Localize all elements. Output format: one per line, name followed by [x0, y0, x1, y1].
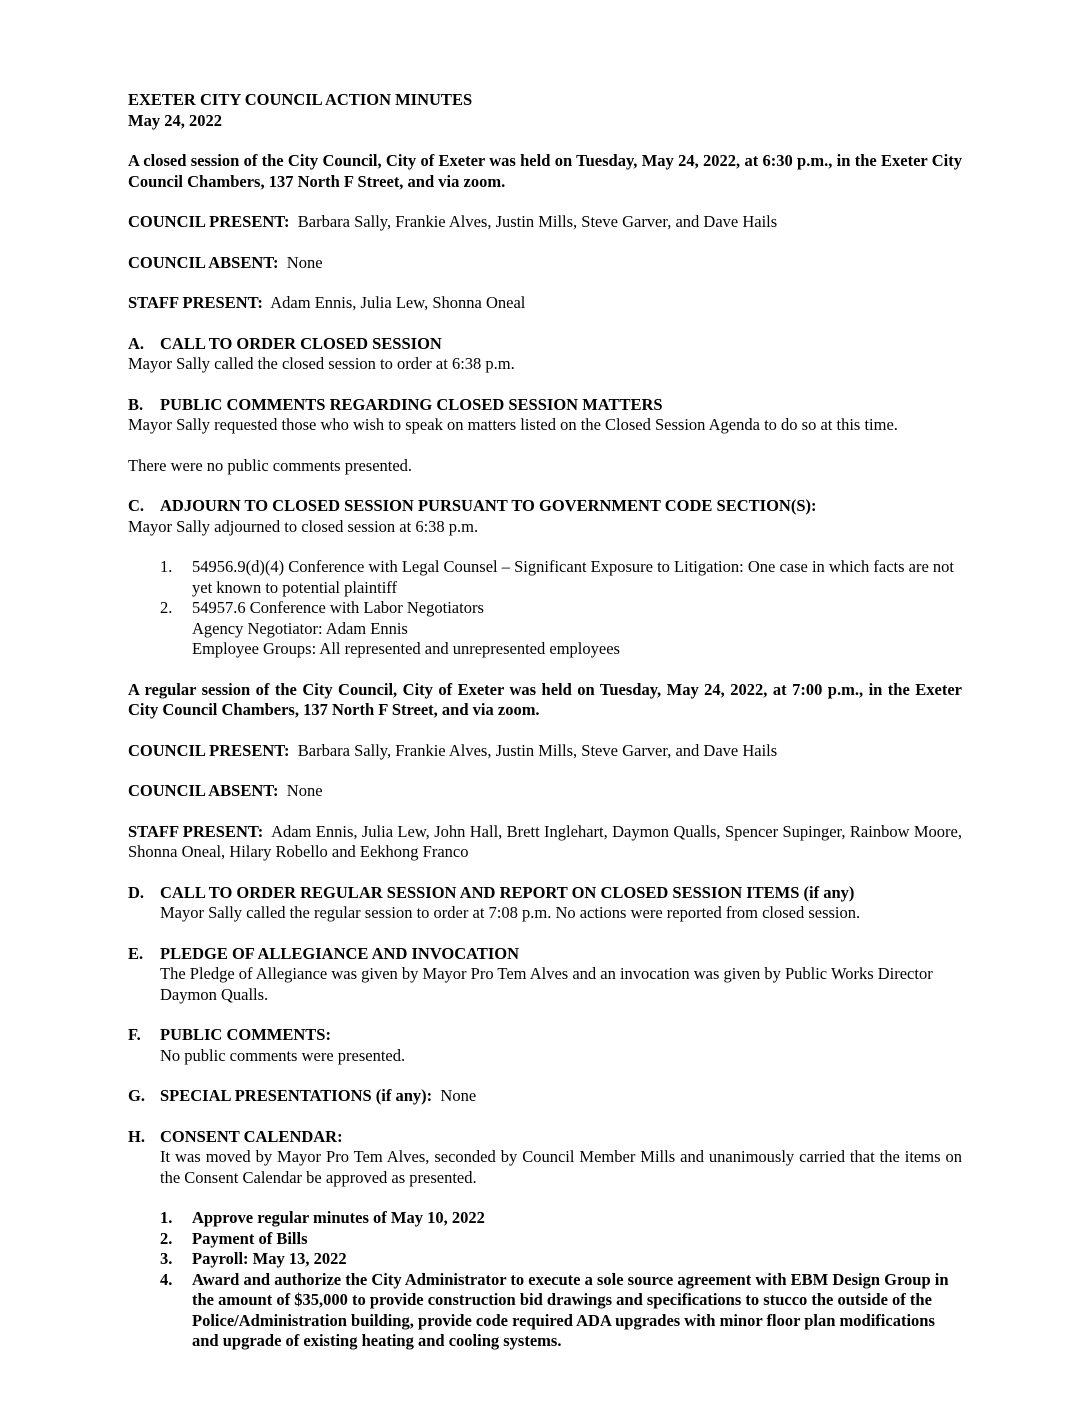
list-item: [128, 598, 962, 660]
list-item: [128, 1229, 962, 1250]
section-c-text: Mayor Sally adjourned to closed session at 6:38 p.m.: [128, 516, 479, 536]
item-number: 2.: [160, 1228, 173, 1248]
section-f-text: No public comments were presented.: [160, 1045, 406, 1065]
item-number: 1.: [160, 557, 173, 576]
council-absent-names: None: [286, 781, 323, 800]
section-f-heading: [128, 1025, 962, 1046]
section-h-heading: [128, 1127, 962, 1148]
council-absent-regular: [128, 781, 962, 802]
closed-session-intro: A closed session of the City Council, City of Exeter was held on Tuesday, May 24, 2022, at 6:30 p.m., in the Exeter City Council Chambers, 137 North F Street, and via zoom.: [128, 151, 962, 191]
section-title: PUBLIC COMMENTS:: [160, 1025, 331, 1044]
section-letter: B.: [128, 394, 144, 414]
section-letter: C.: [128, 496, 145, 515]
section-e-heading: [128, 944, 962, 965]
section-a-text: Mayor Sally called the closed session to order at 6:38 p.m.: [128, 354, 515, 373]
council-present-regular: [128, 741, 962, 762]
item-number: 1.: [160, 1208, 173, 1227]
section-b-heading: [128, 395, 962, 416]
council-present-names: Barbara Sally, Frankie Alves, Justin Mills, Steve Garver, and Dave Hails: [297, 212, 778, 231]
section-g-heading: [128, 1086, 962, 1107]
section-e-text: The Pledge of Allegiance was given by Mayor Pro Tem Alves and an invocation was given by Public Works Director Daymon Qualls.: [160, 964, 933, 1004]
council-absent-label: COUNCIL ABSENT:: [128, 781, 279, 800]
section-d-text: Mayor Sally called the regular session to order at 7:08 p.m. No actions were reported from closed session.: [160, 903, 861, 922]
item-text: Payroll: May 13, 2022: [192, 1249, 347, 1268]
item-number: 4.: [160, 1269, 173, 1289]
document-date: May 24, 2022: [128, 110, 222, 130]
item-subtext: Employee Groups: All represented and unrepresented employees: [192, 639, 620, 658]
council-absent-label: COUNCIL ABSENT:: [128, 252, 279, 272]
section-h-text: It was moved by Mayor Pro Tem Alves, seconded by Council Member Mills and unanimously carried that the items on the Consent Calendar be approved as presented.: [160, 1147, 962, 1187]
section-title: CALL TO ORDER CLOSED SESSION: [160, 333, 442, 353]
section-letter: G.: [128, 1086, 145, 1105]
section-a-heading: [128, 334, 962, 355]
document-title: EXETER CITY COUNCIL ACTION MINUTES: [128, 90, 473, 109]
staff-present-names: Adam Ennis, Julia Lew, Shonna Oneal: [270, 293, 526, 312]
section-d-heading: [128, 883, 962, 904]
item-number: 2.: [160, 598, 173, 617]
consent-calendar-items: [128, 1208, 962, 1352]
section-title: CALL TO ORDER REGULAR SESSION AND REPORT ON CLOSED SESSION ITEMS (if any): [160, 882, 855, 902]
regular-session-intro: A regular session of the City Council, City of Exeter was held on Tuesday, May 24, 2022, at 7:00 p.m., in the Exeter City Council Chambers, 137 North F Street, and via zoom.: [128, 679, 962, 719]
list-item: [128, 1208, 962, 1229]
council-present-label: COUNCIL PRESENT:: [128, 212, 290, 231]
section-title: SPECIAL PRESENTATIONS (if any):: [160, 1086, 433, 1105]
staff-present-closed: [128, 293, 962, 314]
section-letter: E.: [128, 943, 144, 963]
section-letter: D.: [128, 882, 145, 902]
council-present-names: Barbara Sally, Frankie Alves, Justin Mills, Steve Garver, and Dave Hails: [297, 740, 778, 760]
item-subtext: Agency Negotiator: Adam Ennis: [192, 618, 408, 638]
list-item: [128, 1249, 962, 1270]
section-title: CONSENT CALENDAR:: [160, 1126, 343, 1146]
minutes-page: [128, 90, 962, 1352]
item-text: 54957.6 Conference with Labor Negotiators: [192, 598, 484, 617]
council-absent-names: None: [286, 252, 323, 272]
council-present-label: COUNCIL PRESENT:: [128, 740, 290, 760]
section-title: ADJOURN TO CLOSED SESSION PURSUANT TO GOVERNMENT CODE SECTION(S):: [160, 496, 817, 515]
item-text: 54956.9(d)(4) Conference with Legal Counsel – Significant Exposure to Litigation: One case in which facts are not yet known to potential plaintiff: [192, 557, 954, 597]
section-c-heading: [128, 496, 962, 517]
section-b-text2: There were no public comments presented.: [128, 455, 413, 475]
item-text: Payment of Bills: [192, 1228, 308, 1248]
section-letter: A.: [128, 333, 145, 353]
section-b-text: Mayor Sally requested those who wish to speak on matters listed on the Closed Session Agenda to do so at this time.: [128, 415, 898, 434]
council-present-closed: [128, 212, 962, 233]
list-item: [128, 557, 962, 598]
council-absent-closed: [128, 253, 962, 274]
section-letter: H.: [128, 1126, 145, 1146]
staff-present-names: Adam Ennis, Julia Lew, John Hall, Brett Inglehart, Daymon Qualls, Spencer Supinger, Rainbow Moore, Shonna Oneal, Hilary Robello and Eekhong Franco: [128, 821, 962, 861]
item-text: Approve regular minutes of May 10, 2022: [192, 1208, 485, 1227]
section-title: PUBLIC COMMENTS REGARDING CLOSED SESSION MATTERS: [160, 394, 663, 414]
closed-session-items: [128, 557, 962, 660]
staff-present-regular: [128, 822, 962, 863]
list-item: [128, 1270, 962, 1352]
section-title: PLEDGE OF ALLEGIANCE AND INVOCATION: [160, 943, 520, 963]
section-letter: F.: [128, 1025, 141, 1044]
staff-present-label: STAFF PRESENT:: [128, 821, 264, 841]
section-g-value: None: [440, 1086, 477, 1105]
item-text: Award and authorize the City Administrator to execute a sole source agreement with EBM Design Group in the amount of $35,000 to provide construction bid drawings and specifications to stucco the outside of the Police/Administration building, provide code required ADA upgrades with minor floor plan modifications and upgrade of existing heating and cooling systems.: [192, 1269, 949, 1350]
item-number: 3.: [160, 1249, 173, 1268]
staff-present-label: STAFF PRESENT:: [128, 293, 263, 312]
